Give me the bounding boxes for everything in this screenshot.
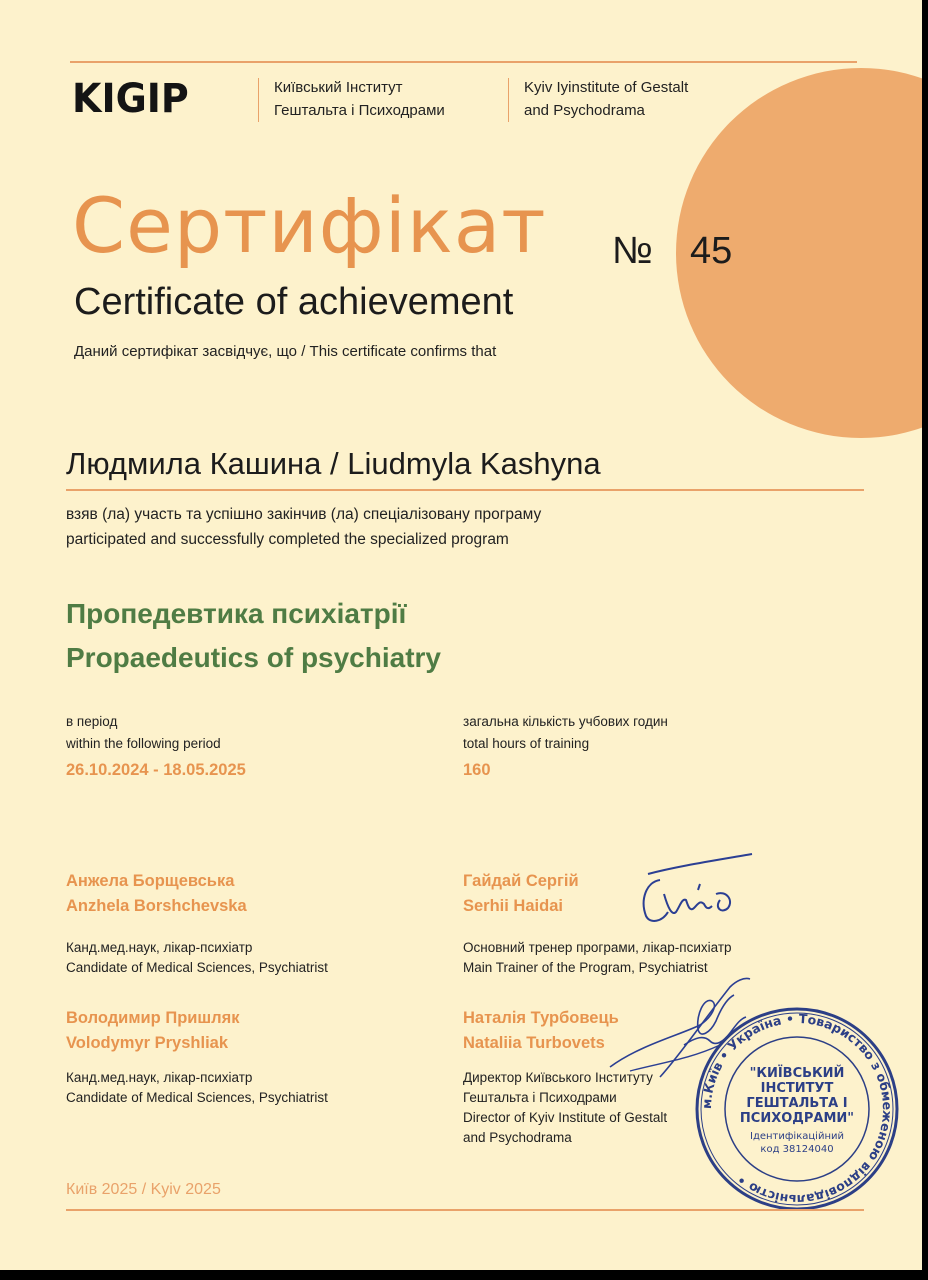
institute-uk-line-2: Гештальта і Психодрами bbox=[274, 102, 445, 119]
signatory-name-uk: Володимир Пришляк bbox=[66, 1009, 240, 1027]
number-sign: № bbox=[612, 230, 653, 272]
signatory-role bbox=[463, 1068, 667, 1148]
hours-block bbox=[463, 711, 668, 755]
stamp-id-line: код 38124040 bbox=[760, 1144, 834, 1155]
institute-stamp bbox=[693, 1005, 901, 1213]
signatory-role-en: Candidate of Medical Sciences, Psychiatrist bbox=[66, 1090, 328, 1105]
header-separator bbox=[258, 78, 259, 122]
stamp-id-line: Ідентифікаційний bbox=[750, 1131, 844, 1142]
participation-text bbox=[66, 502, 541, 552]
institute-name-uk bbox=[274, 76, 445, 122]
hours-label-en: total hours of training bbox=[463, 736, 590, 751]
participation-uk: взяв (ла) участь та успішно закінчив (ла) спеціалізовану програму bbox=[66, 506, 542, 523]
period-label-en: within the following period bbox=[66, 736, 221, 751]
signatory-role-line: Гештальта і Психодрами bbox=[463, 1090, 617, 1105]
signatory-name bbox=[463, 869, 579, 919]
participation-en: participated and successfully completed the specialized program bbox=[66, 531, 509, 548]
footer-place-year: Київ 2025 / Kyiv 2025 bbox=[66, 1181, 221, 1198]
hours-value: 160 bbox=[463, 761, 491, 779]
institute-en-line-2: and Psychodrama bbox=[524, 102, 645, 119]
signatory-name-en: Serhii Haidai bbox=[463, 897, 563, 915]
name-underline bbox=[66, 489, 864, 491]
logo: KIGIP bbox=[72, 76, 189, 122]
signatory-role bbox=[66, 938, 328, 978]
signatory-name-uk: Анжела Борщевська bbox=[66, 872, 235, 890]
signatory-role-uk: Канд.мед.наук, лікар-психіатр bbox=[66, 1070, 253, 1085]
signatory-role bbox=[463, 938, 732, 978]
period-value: 26.10.2024 - 18.05.2025 bbox=[66, 761, 246, 779]
program-title-en: Propaedeutics of psychiatry bbox=[66, 642, 442, 673]
signature-haidai bbox=[628, 850, 758, 930]
signatory-name-uk: Гайдай Сергій bbox=[463, 872, 579, 890]
signatory-name bbox=[66, 869, 247, 919]
hours-label-uk: загальна кількість учбових годин bbox=[463, 714, 668, 729]
top-divider bbox=[70, 61, 857, 63]
signatory-role-uk: Канд.мед.наук, лікар-психіатр bbox=[66, 940, 253, 955]
signatory-name-en: Anzhela Borshchevska bbox=[66, 897, 247, 915]
signatory-name bbox=[463, 1006, 619, 1056]
header-separator bbox=[508, 78, 509, 122]
program-title bbox=[66, 592, 441, 680]
title-en: Certificate of achievement bbox=[74, 281, 514, 323]
institute-uk-line-1: Київський Інститут bbox=[274, 79, 403, 96]
signatory-role-en: Main Trainer of the Program, Psychiatrist bbox=[463, 960, 708, 975]
signatory-role-line: Director of Kyiv Institute of Gestalt bbox=[463, 1110, 668, 1125]
confirm-text: Даний сертифікат засвідчує, що / This certificate confirms that bbox=[74, 343, 497, 360]
signatory-name bbox=[66, 1006, 240, 1056]
stamp-line: ГЕШТАЛЬТА І bbox=[746, 1096, 848, 1111]
stamp-line: ПСИХОДРАМИ" bbox=[739, 1111, 855, 1126]
signatory-role-line: Директор Київського Інституту bbox=[463, 1070, 653, 1085]
stamp-ring-text: м.Київ • Україна • Товариство з обмеженою відповідальністю • bbox=[698, 1010, 896, 1208]
signatory-role-en: Candidate of Medical Sciences, Psychiatrist bbox=[66, 960, 328, 975]
signatory-name-en: Volodymyr Pryshliak bbox=[66, 1034, 229, 1052]
signatory-role-line: and Psychodrama bbox=[463, 1130, 572, 1145]
bottom-divider bbox=[66, 1209, 864, 1211]
stamp-line: ІНСТИТУТ bbox=[760, 1081, 834, 1096]
signatory-name-uk: Наталія Турбовець bbox=[463, 1009, 619, 1027]
period-block bbox=[66, 711, 221, 755]
signatory-role-uk: Основний тренер програми, лікар-психіатр bbox=[463, 940, 732, 955]
signatory-role bbox=[66, 1068, 328, 1108]
institute-en-line-1: Kyiv Iyinstitute of Gestalt bbox=[524, 79, 689, 96]
period-label-uk: в період bbox=[66, 714, 118, 729]
institute-name-en bbox=[524, 76, 688, 122]
title-uk: Сертифікат bbox=[72, 181, 547, 270]
recipient-name: Людмила Кашина / Liudmyla Kashyna bbox=[66, 446, 601, 481]
stamp-line: "КИЇВСЬКИЙ bbox=[749, 1066, 845, 1081]
signatory-name-en: Nataliia Turbovets bbox=[463, 1034, 605, 1052]
certificate-number: 45 bbox=[690, 230, 733, 272]
program-title-uk: Пропедевтика психіатрії bbox=[66, 598, 407, 629]
